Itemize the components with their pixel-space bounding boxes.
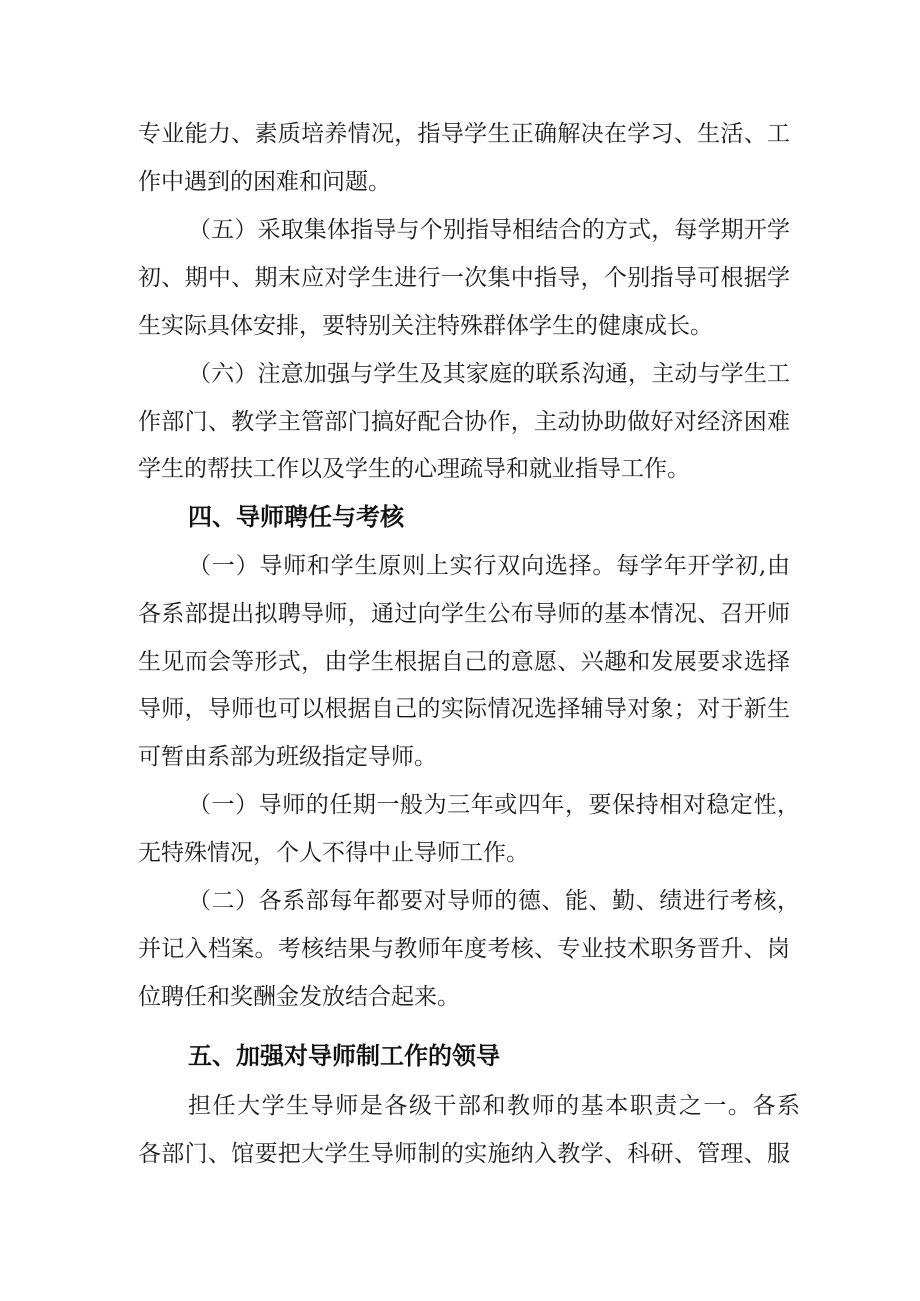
paragraph-line: 各部门、馆要把大学生导师制的实施纳入教学、科研、管理、服 <box>138 1141 790 1167</box>
paragraph-line: 作中遇到的困难和问题。 <box>138 169 391 195</box>
paragraph-line: 导师，导师也可以根据自己的实际情况选择辅导对象；对于新生 <box>138 696 790 722</box>
paragraph-line: 生见而会等形式，由学生根据自己的意愿、兴趣和发展要求选择 <box>138 649 790 675</box>
paragraph-line: 各系部提出拟聘导师，通过向学生公布导师的基本情况、召开师 <box>138 601 790 627</box>
paragraph-line: 位聘任和奖酬金发放结合起来。 <box>138 984 460 1010</box>
paragraph-line: 初、期中、期末应对学生进行一次集中指导，个别指导可根据学 <box>138 265 790 291</box>
paragraph-line: 作部门、教学主管部门搞好配合协作，主动协助做好对经济困难 <box>138 409 790 435</box>
paragraph-line: 专业能力、素质培养情况，指导学生正确解决在学习、生活、工 <box>138 121 790 147</box>
paragraph-line: （一）导师的任期一般为三年或四年，要保持相对稳定性， <box>188 792 800 818</box>
paragraph-line: （五）采取集体指导与个别指导相结合的方式，每学期开学 <box>188 217 790 243</box>
section-heading: 四、导师聘任与考核 <box>188 503 404 531</box>
paragraph-line: 生实际具体安排，要特别关注特殊群体学生的健康成长。 <box>138 313 713 339</box>
paragraph-line: 无特殊情况，个人不得中止导师工作。 <box>138 840 529 866</box>
paragraph-line: （一）导师和学生原则上实行双向选择。每学年开学初,由 <box>188 553 790 579</box>
paragraph-line: （二）各系部每年都要对导师的德、能、勤、绩进行考核， <box>188 888 800 914</box>
paragraph-line: 担任大学生导师是各级干部和教师的基本职责之一。各系 <box>188 1093 800 1119</box>
paragraph-line: 可暂由系部为班级指定导师。 <box>138 744 437 770</box>
paragraph-line: 并记入档案。考核结果与教师年度考核、专业技术职务晋升、岗 <box>138 936 790 962</box>
paragraph-line: 学生的帮扶工作以及学生的心理疏导和就业指导工作。 <box>138 456 690 482</box>
paragraph-line: （六）注意加强与学生及其家庭的联系沟通，主动与学生工 <box>188 361 790 387</box>
section-heading: 五、加强对导师制工作的领导 <box>188 1042 500 1070</box>
